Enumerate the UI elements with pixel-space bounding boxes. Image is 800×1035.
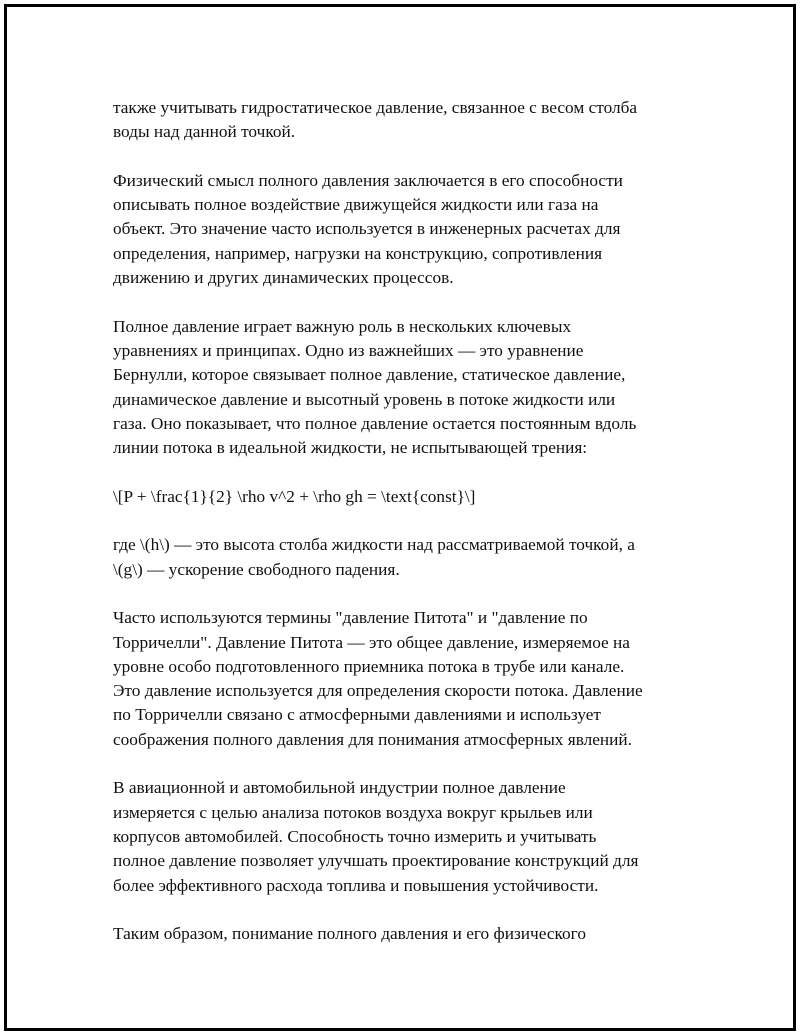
text-line: полное давление позволяет улучшать проектирование конструкций для <box>113 851 639 871</box>
paragraph <box>113 776 693 897</box>
paragraph <box>113 606 693 752</box>
text-line: Таким образом, понимание полного давления и его физического <box>113 924 586 944</box>
equation-line: \[P + \frac{1}{2} \rho v^2 + \rho gh = \text{const}\] <box>113 486 476 506</box>
text-line: воды над данной точкой. <box>113 122 296 142</box>
text-line: Торричелли". Давление Питота — это общее давление, измеряемое на <box>113 632 630 652</box>
text-line: движению и других динамических процессов. <box>113 268 454 288</box>
text-line: определения, например, нагрузки на конструкцию, сопротивления <box>113 243 603 263</box>
text-line: уравнениях и принципах. Одно из важнейших — это уравнение <box>113 340 584 360</box>
text-line: динамическое давление и высотный уровень в потоке жидкости или <box>113 389 616 409</box>
text-line: Часто используются термины "давление Питота" и "давление по <box>113 608 588 628</box>
document-body <box>113 96 693 971</box>
text-line: В авиационной и автомобильной индустрии полное давление <box>113 778 566 798</box>
text-line: соображения полного давления для понимания атмосферных явлений. <box>113 729 633 749</box>
text-line: уровне особо подготовленного приемника потока в трубе или канале. <box>113 656 625 676</box>
text-line: где \(h\) — это высота столба жидкости над рассматриваемой точкой, а <box>113 535 635 555</box>
text-line: Физический смысл полного давления заключается в его способности <box>113 170 623 190</box>
paragraph <box>113 96 693 145</box>
paragraph <box>113 169 693 290</box>
paragraph <box>113 922 693 946</box>
text-line: также учитывать гидростатическое давление, связанное с весом столба <box>113 98 638 117</box>
text-line: Это давление используется для определения скорости потока. Давление <box>113 681 643 701</box>
text-line: Полное давление играет важную роль в нескольких ключевых <box>113 316 572 336</box>
paragraph <box>113 315 693 461</box>
text-line: Бернулли, которое связывает полное давление, статическое давление, <box>113 365 626 385</box>
text-line: описывать полное воздействие движущейся жидкости или газа на <box>113 195 599 215</box>
text-line: линии потока в идеальной жидкости, не испытывающей трения: <box>113 438 588 458</box>
text-line: измеряется с целью анализа потоков воздуха вокруг крыльев или <box>113 802 593 822</box>
text-line: по Торричелли связано с атмосферными давлениями и использует <box>113 705 601 725</box>
text-line: \(g\) — ускорение свободного падения. <box>113 559 400 579</box>
text-line: газа. Оно показывает, что полное давление остается постоянным вдоль <box>113 413 637 433</box>
text-line: корпусов автомобилей. Способность точно измерить и учитывать <box>113 826 597 846</box>
paragraph <box>113 533 693 582</box>
equation <box>113 485 693 509</box>
text-line: более эффективного расхода топлива и повышения устойчивости. <box>113 875 599 895</box>
text-line: объект. Это значение часто используется в инженерных расчетах для <box>113 219 621 239</box>
